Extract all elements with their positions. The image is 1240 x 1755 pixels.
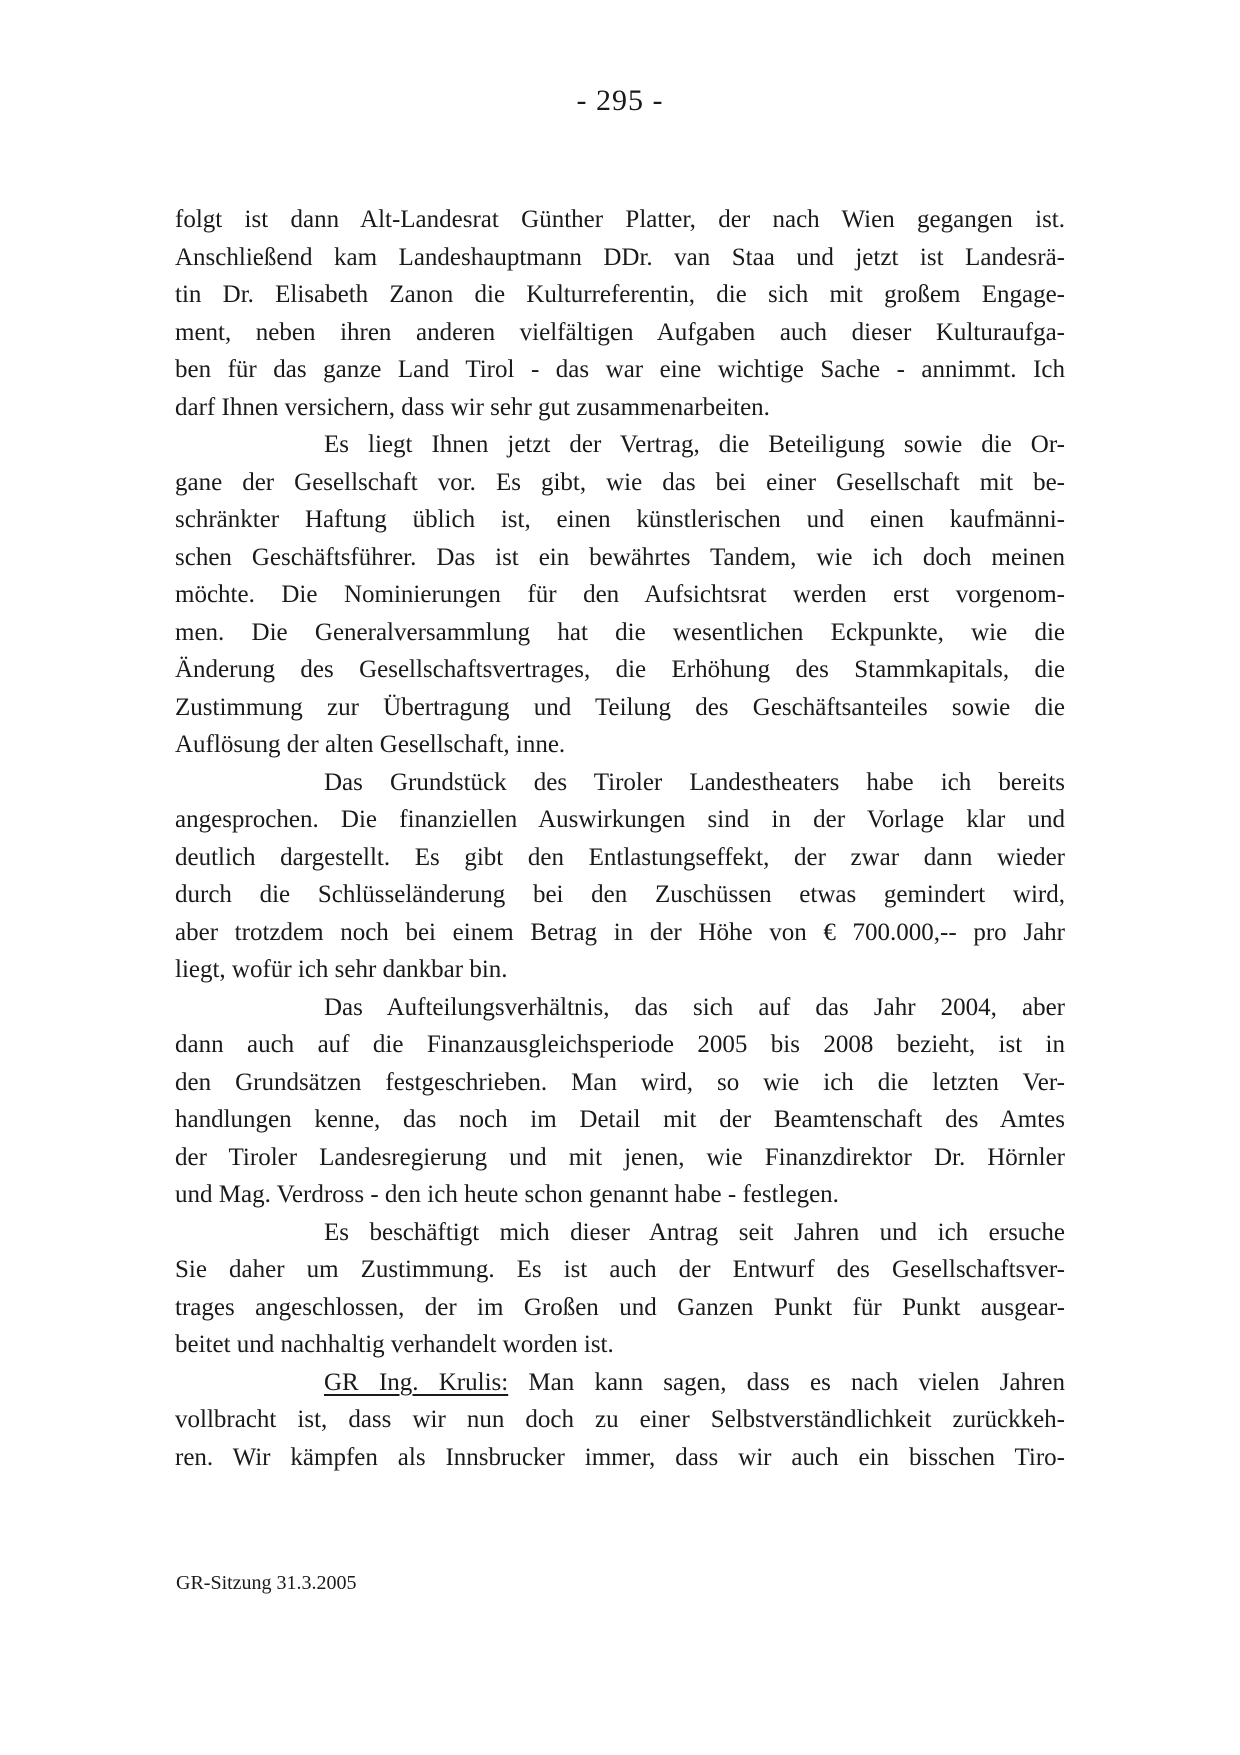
text-line: liegt, wofür ich sehr dankbar bin. <box>175 956 508 983</box>
page-number: - 295 - <box>576 84 664 117</box>
text-line: deutlich dargestellt. Es gibt den Entlastungseffekt, der zwar dann wieder <box>175 843 1065 871</box>
text-line: Das Aufteilungsverhältnis, das sich auf das Jahr 2004, aber <box>324 993 1065 1021</box>
paragraph-4 <box>175 989 1065 1214</box>
text-line: trages angeschlossen, der im Großen und Ganzen Punkt für Punkt ausgear- <box>175 1293 1065 1321</box>
text-line: Das Grundstück des Tiroler Landestheaters habe ich bereits <box>324 768 1065 796</box>
paragraph-2 <box>175 426 1065 764</box>
text-line: dann auch auf die Finanzausgleichsperiode 2005 bis 2008 bezieht, ist in <box>175 1031 1065 1058</box>
text-line: Sie daher um Zustimmung. Es ist auch der Entwurf des Gesellschaftsver- <box>175 1256 1065 1283</box>
text-line: ren. Wir kämpfen als Innsbrucker immer, dass wir auch ein bisschen Tiro- <box>175 1443 1065 1471</box>
text-line: der Tiroler Landesregierung und mit jenen, wie Finanzdirektor Dr. Hörnler <box>175 1143 1065 1171</box>
text-line: tin Dr. Elisabeth Zanon die Kulturreferentin, die sich mit großem Engage- <box>175 281 1065 308</box>
text-line: gane der Gesellschaft vor. Es gibt, wie das bei einer Gesellschaft mit be- <box>175 468 1065 496</box>
footer-session-label: GR-Sitzung 31.3.2005 <box>176 1572 357 1594</box>
text-line: vollbracht ist, dass wir nun doch zu einer Selbstverständlichkeit zurückkeh- <box>175 1406 1065 1433</box>
text-line: beitet und nachhaltig verhandelt worden ist. <box>175 1331 614 1358</box>
text-line: Änderung des Gesellschaftsvertrages, die Erhöhung des Stammkapitals, die <box>175 656 1065 683</box>
text-line: Zustimmung zur Übertragung und Teilung des Geschäftsanteiles sowie die <box>175 693 1065 721</box>
paragraph-6 <box>175 1364 1065 1477</box>
text-line: Es beschäftigt mich dieser Antrag seit Jahren und ich ersuche <box>324 1218 1065 1246</box>
text-line: folgt ist dann Alt-Landesrat Günther Platter, der nach Wien gegangen ist. <box>175 206 1065 233</box>
text-line: men. Die Generalversammlung hat die wesentlichen Eckpunkte, wie die <box>175 618 1065 646</box>
body-text <box>175 201 1065 1476</box>
text-line: aber trotzdem noch bei einem Betrag in der Höhe von € 700.000,-- pro Jahr <box>175 918 1065 946</box>
text-line: schränkter Haftung üblich ist, einen künstlerischen und einen kaufmänni- <box>175 506 1065 533</box>
speaker-name: GR Ing. Krulis: <box>324 1368 509 1396</box>
text-line: Anschließend kam Landeshauptmann DDr. van Staa und jetzt ist Landesrä- <box>175 243 1065 271</box>
text-line: darf Ihnen versichern, dass wir sehr gut zusammenarbeiten. <box>175 393 770 421</box>
text-line: angesprochen. Die finanziellen Auswirkungen sind in der Vorlage klar und <box>175 806 1065 833</box>
paragraph-3 <box>175 764 1065 989</box>
text-line: und Mag. Verdross - den ich heute schon genannt habe - festlegen. <box>175 1181 839 1208</box>
text-line: ben für das ganze Land Tirol - das war eine wichtige Sache - annimmt. Ich <box>175 356 1065 383</box>
text-line: handlungen kenne, das noch im Detail mit der Beamtenschaft des Amtes <box>175 1106 1065 1133</box>
text-line: GR Ing. Krulis: Man kann sagen, dass es nach vielen Jahren <box>324 1368 1065 1396</box>
text-line: schen Geschäftsführer. Das ist ein bewährtes Tandem, wie ich doch meinen <box>175 543 1065 571</box>
text-line: den Grundsätzen festgeschrieben. Man wird, so wie ich die letzten Ver- <box>175 1068 1065 1096</box>
text-line: ment, neben ihren anderen vielfältigen Aufgaben auch dieser Kulturaufga- <box>175 318 1065 346</box>
text-line: möchte. Die Nominierungen für den Aufsichtsrat werden erst vorgenom- <box>175 581 1065 608</box>
text-line: Es liegt Ihnen jetzt der Vertrag, die Beteiligung sowie die Or- <box>324 431 1065 458</box>
paragraph-5 <box>175 1214 1065 1364</box>
paragraph-1 <box>175 201 1065 426</box>
text-line: Auflösung der alten Gesellschaft, inne. <box>175 731 566 758</box>
text-line: durch die Schlüsseländerung bei den Zuschüssen etwas gemindert wird, <box>175 881 1065 908</box>
